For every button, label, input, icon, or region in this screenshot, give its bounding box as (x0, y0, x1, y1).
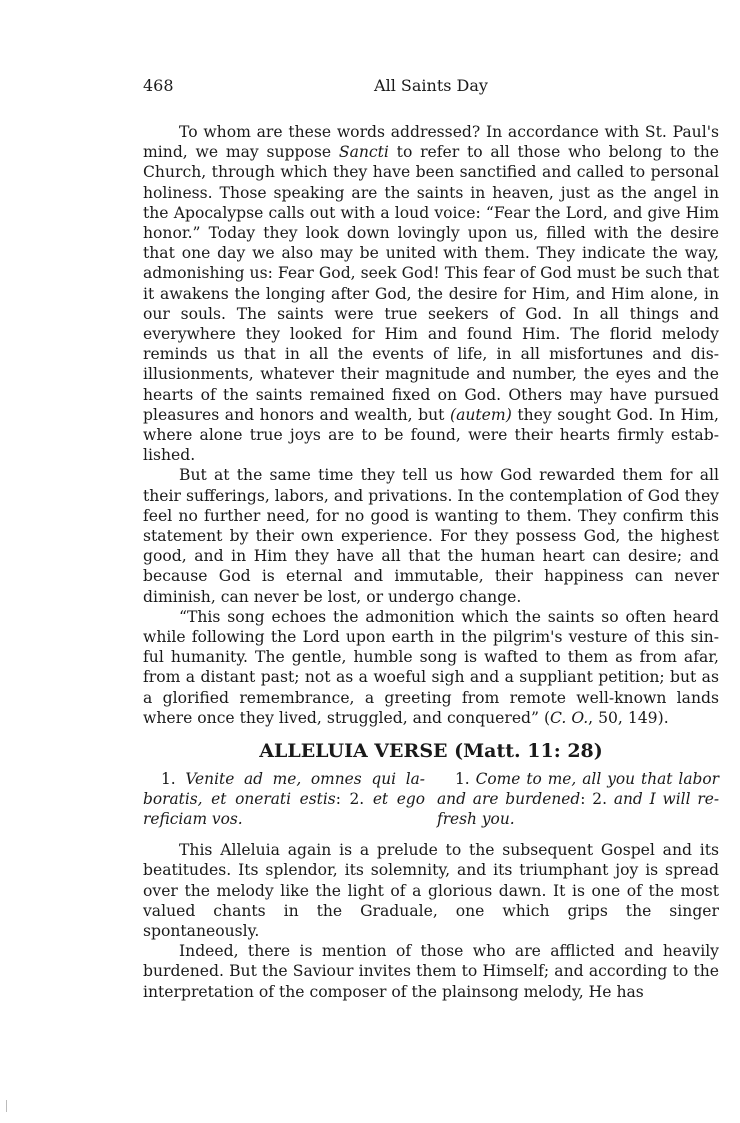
verse-english-num-1: 1. (455, 770, 476, 789)
section-heading: ALLELUIA VERSE (Matt. 11: 28) (259, 740, 603, 763)
verse-english-part-1: Come to me, all you that labor and are burdened (437, 770, 720, 809)
alleluia-verse (143, 769, 719, 829)
paragraph-1 (143, 122, 719, 465)
paragraph-3-italic: C. O. (550, 708, 589, 727)
page-header (143, 76, 719, 98)
paragraph-3-text-b: , 50, 149). (588, 708, 669, 727)
page-number: 468 (143, 76, 174, 95)
scan-mark (6, 1100, 7, 1112)
paragraph-1-text-b: to refer to all those who belong to the Church, through which they have been sanctified and called to personal holiness. Those speaking are the saints in heaven, just as the angel in the Apocalypse calls out with a loud voice: “Fear the Lord, and give Him honor.” Today they look down lovingly upon us, filled with the desire that one day we also may be united with them. They indicate the way, admonishing us: Fear God, seek God! This fear of God must be such that it awakens the longing after God, the desire for Him, and Him alone, in our souls. The saints were true seekers of God. In all things and everywhere they looked for Him and found Him. The florid melody reminds us that in all the events of life, in all misfortunes and disillusionments, whatever their magnitude and number, the eyes and the hearts of the saints remained fixed on God. Others may have pursued pleasures and honors and wealth, but (143, 143, 719, 424)
paragraph-1-text-c: they sought God. In Him, where alone true joys are to be found, were their hearts firmly established. (143, 405, 719, 465)
verse-latin-text (143, 769, 425, 829)
verse-latin-part-1: Venite ad me, omnes qui laboratis, et onerati estis (143, 770, 425, 809)
paragraph-1-italic-a: Sancti (338, 143, 389, 162)
paragraph-4: This Alleluia again is a prelude to the subsequent Gospel and its beatitudes. Its splendor, its solemnity, and its triumphant joy is spread over the melody like the light of a glorious dawn. It is one of the most valued chants in the Graduale, one which grips the singer spontaneously. (143, 841, 719, 940)
paragraph-1-text-a: To whom are these words addressed? In accordance with St. Paul's mind, we may suppose (143, 123, 719, 162)
verse-latin-num-2: : 2. (335, 790, 373, 809)
running-title: All Saints Day (374, 76, 488, 95)
verse-english-text (437, 769, 719, 829)
verse-english-part-2: and I will refresh you. (437, 790, 720, 829)
paragraph-5: Indeed, there is mention of those who are afflicted and heavily burdened. But the Saviour invites them to Himself; and according to the interpretation of the composer of the plainsong melody, He has (143, 942, 719, 1001)
paragraph-2: But at the same time they tell us how God rewarded them for all their sufferings, labors, and privations. In the contemplation of God they feel no further need, for no good is wanting to them. They confirm this statement by their own experience. For they possess God, the highest good, and in Him they have all that the human heart can desire; and because God is eternal and immutable, their happiness can never diminish, can never be lost, or undergo change. (143, 466, 719, 606)
verse-latin-num-1: 1. (161, 770, 186, 789)
verse-latin (143, 769, 425, 829)
page-body (143, 122, 719, 1002)
paragraph-1-italic-b: (autem) (449, 405, 512, 424)
verse-english (437, 769, 719, 829)
paragraph-3-text-a: “This song echoes the admonition which the saints so often heard while following the Lord upon earth in the pilgrim's vesture of this sinful humanity. The gentle, humble song is wafted to them as from afar, from a distant past; not as a woeful sigh and a suppliant petition; but as a glorified remembrance, a greeting from remote well-known lands where once they lived, struggled, and conquered” ( (143, 607, 719, 727)
verse-english-num-2: : 2. (580, 790, 614, 809)
verse-latin-part-2: et ego reficiam vos. (143, 790, 425, 829)
paragraph-3 (143, 607, 719, 728)
